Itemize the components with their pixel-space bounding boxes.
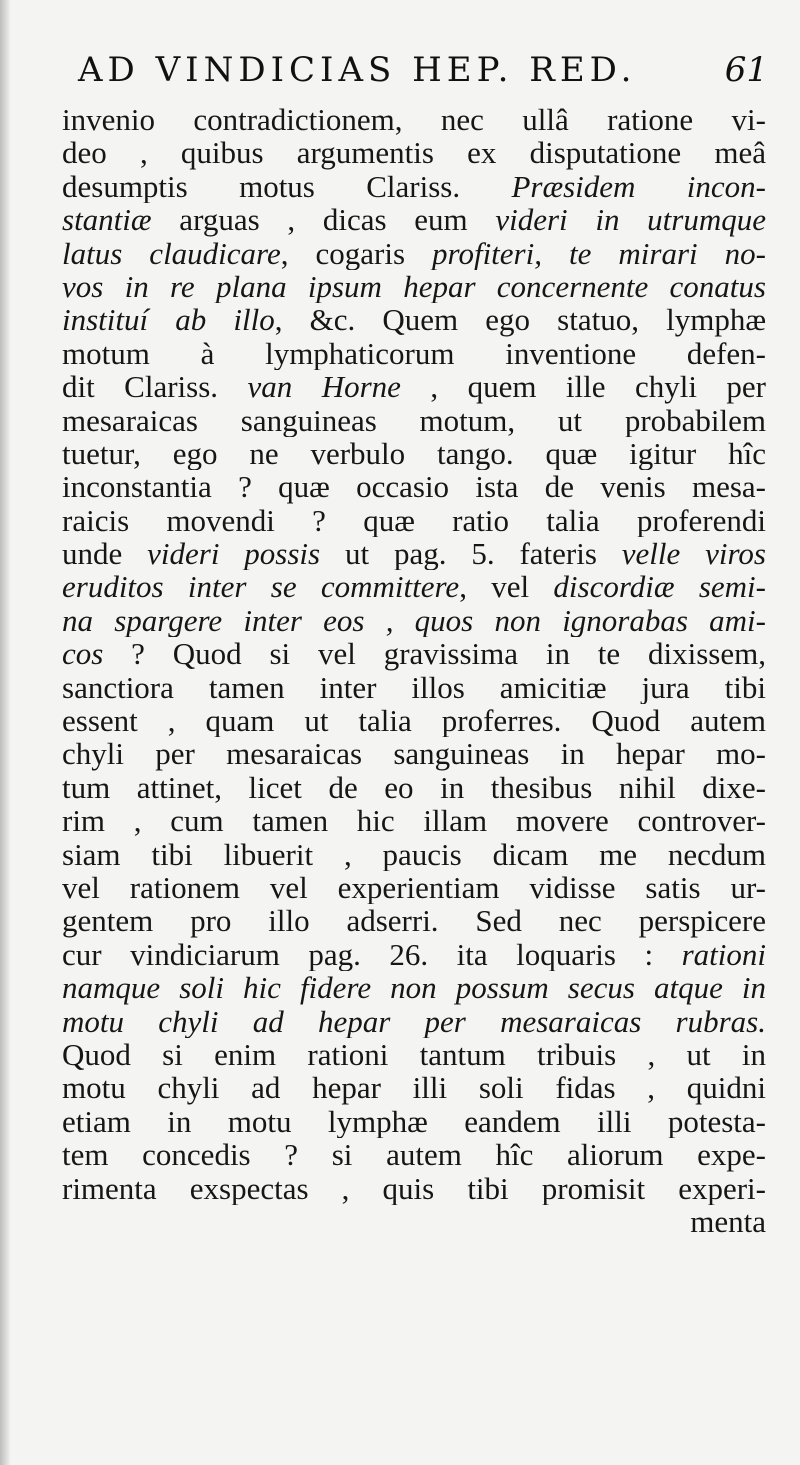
text-line: motu chyli ad hepar per mesaraicas rubras. [62,1004,766,1038]
text-line: latus claudicare, cogaris profiteri, te mirari no- [62,236,766,270]
text-line: deo , quibus argumentis ex disputatione meâ [62,136,766,170]
text-line: essent , quam ut talia proferres. Quod autem [62,704,766,738]
text-line: motu chyli ad hepar illi soli fidas , quidni [62,1071,766,1105]
text-line: unde videri possis ut pag. 5. fateris velle viros [62,537,766,571]
text-line: tuetur, ego ne verbulo tango. quæ igitur hîc [62,436,766,471]
text-line: stantiæ arguas , dicas eum videri in utrumque [62,203,766,237]
text-line: chyli per mesaraicas sanguineas in hepar mo- [62,737,766,771]
page-number: 61 [724,50,768,90]
text-line: instituí ab illo, &c. Quem ego statuo, lymphæ [62,303,766,337]
body-text [44,103,766,1238]
text-line: etiam in motu lymphæ eandem illi potesta- [62,1104,766,1139]
text-line: siam tibi libuerit , paucis dicam me necdum [62,837,766,871]
text-line: tem concedis ? si autem hîc aliorum expe- [62,1138,766,1172]
text-line: tum attinet, licet de eo in thesibus nihil dixe- [62,770,766,805]
catchword: menta [690,1204,766,1239]
text-line: namque soli hic fidere non possum secus atque in [62,971,766,1005]
text-line: vel rationem vel experientiam vidisse satis ur- [62,870,766,905]
text-line: mesaraicas sanguineas motum, ut probabilem [62,403,766,437]
text-line: invenio contradictionem, nec ullâ ratione vi- [62,103,766,137]
text-line: desumptis motus Clariss. Præsidem incon- [62,169,766,204]
text-line: motum à lymphaticorum inventione defen- [62,336,766,371]
text-line: raicis movendi ? quæ ratio talia proferendi [62,503,766,538]
text-line: cos ? Quod si vel gravissima in te dixissem, [62,637,766,671]
text-line: vos in re plana ipsum hepar concernente conatus [62,269,766,304]
running-title: AD VINDICIAS HEP. RED. [78,50,637,90]
text-line: inconstantia ? quæ occasio ista de venis mesa- [62,470,766,504]
text-line: eruditos inter se committere, vel discordiæ semi- [62,570,766,604]
text-line: rim , cum tamen hic illam movere controver- [62,804,766,838]
text-line: gentem pro illo adserri. Sed nec perspicere [62,904,766,938]
text-line: sanctiora tamen inter illos amicitiæ jura tibi [62,670,766,705]
text-line: dit Clariss. van Horne , quem ille chyli per [62,370,766,404]
text-line: Quod si enim rationi tantum tribuis , ut in [62,1037,766,1072]
text-line: rimenta exspectas , quis tibi promisit experi- [62,1171,766,1205]
text-line: cur vindiciarum pag. 26. ita loquaris : rationi [62,937,766,972]
running-head [78,50,768,96]
text-line: na spargere inter eos , quos non ignorabas ami- [62,603,766,638]
